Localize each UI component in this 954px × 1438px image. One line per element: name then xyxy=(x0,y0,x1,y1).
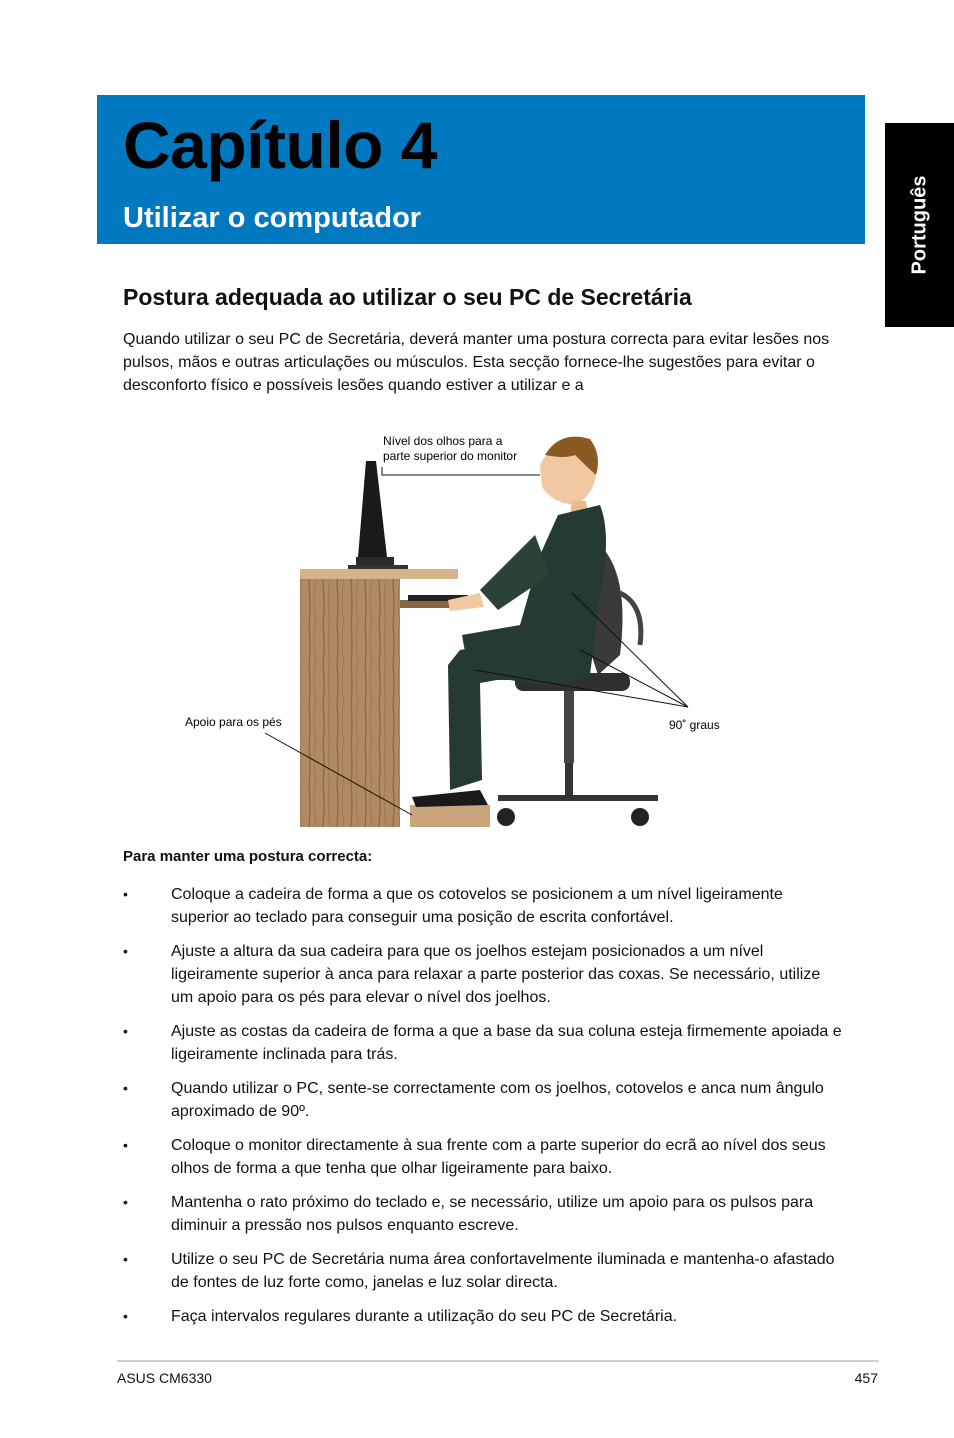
list-item: • Utilize o seu PC de Secretária numa área confortavelmente iluminada e mantenha-o afastado de fontes de luz forte como, janelas e luz solar directa. xyxy=(123,1248,843,1294)
footrest-icon xyxy=(410,805,490,827)
chapter-subtitle: Utilizar o computador xyxy=(123,202,422,234)
monitor-icon xyxy=(348,461,408,569)
list-item: • Quando utilizar o PC, sente-se correctamente com os joelhos, cotovelos e anca num ângulo aproximado de 90º. xyxy=(123,1077,843,1123)
list-item: • Coloque o monitor directamente à sua frente com a parte superior do ecrã ao nível dos seus olhos de forma a que tenha que olhar ligeiramente para baixo. xyxy=(123,1134,843,1180)
person-icon xyxy=(412,437,606,807)
section-heading: Postura adequada ao utilizar o seu PC de Secretária xyxy=(123,284,692,310)
list-item: • Ajuste a altura da sua cadeira para que os joelhos estejam posicionados a um nível ligeiramente superior à anca para relaxar a parte posterior das coxas. Se necessário, utilize um apoio para os pés para elevar o nível dos joelhos. xyxy=(123,940,843,1009)
language-tab-label: Português xyxy=(908,175,930,275)
footer-product: ASUS CM6330 xyxy=(117,1370,212,1386)
eye-level-label-line1: Nível dos olhos para a xyxy=(383,434,503,448)
footrest-label: Apoio para os pés xyxy=(185,715,282,729)
chapter-title: Capítulo 4 xyxy=(123,108,438,182)
list-item: • Mantenha o rato próximo do teclado e, se necessário, utilize um apoio para os pulsos para diminuir a pressão nos pulsos enquanto escreve. xyxy=(123,1191,843,1237)
posture-illustration xyxy=(180,425,740,835)
intro-paragraph: Quando utilizar o seu PC de Secretária, deverá manter uma postura correcta para evitar lesões nos pulsos, mãos e outras articulações ou músculos. Esta secção fornece-lhe sugestões para evitar o desconforto físico e possíveis lesões quando estiver a utilizar e a xyxy=(123,331,830,394)
eye-level-label xyxy=(383,434,543,464)
posture-list-heading: Para manter uma postura correcta: xyxy=(123,848,373,865)
eye-level-label-line2: parte superior do monitor xyxy=(383,449,518,463)
language-tab xyxy=(885,123,954,327)
posture-list xyxy=(123,883,843,1339)
page-number: 457 xyxy=(854,1370,878,1386)
list-item: • Coloque a cadeira de forma a que os cotovelos se posicionem a um nível ligeiramente superior ao teclado para conseguir uma posição de escrita confortável. xyxy=(123,883,843,929)
list-item: • Ajuste as costas da cadeira de forma a que a base da sua coluna esteja firmemente apoiada e ligeiramente inclinada para trás. xyxy=(123,1020,843,1066)
degrees-label: 90˚ graus xyxy=(669,718,720,732)
posture-illustration-drawing xyxy=(180,425,740,835)
list-item: • Faça intervalos regulares durante a utilização do seu PC de Secretária. xyxy=(123,1305,843,1328)
footer-divider xyxy=(117,1360,879,1362)
